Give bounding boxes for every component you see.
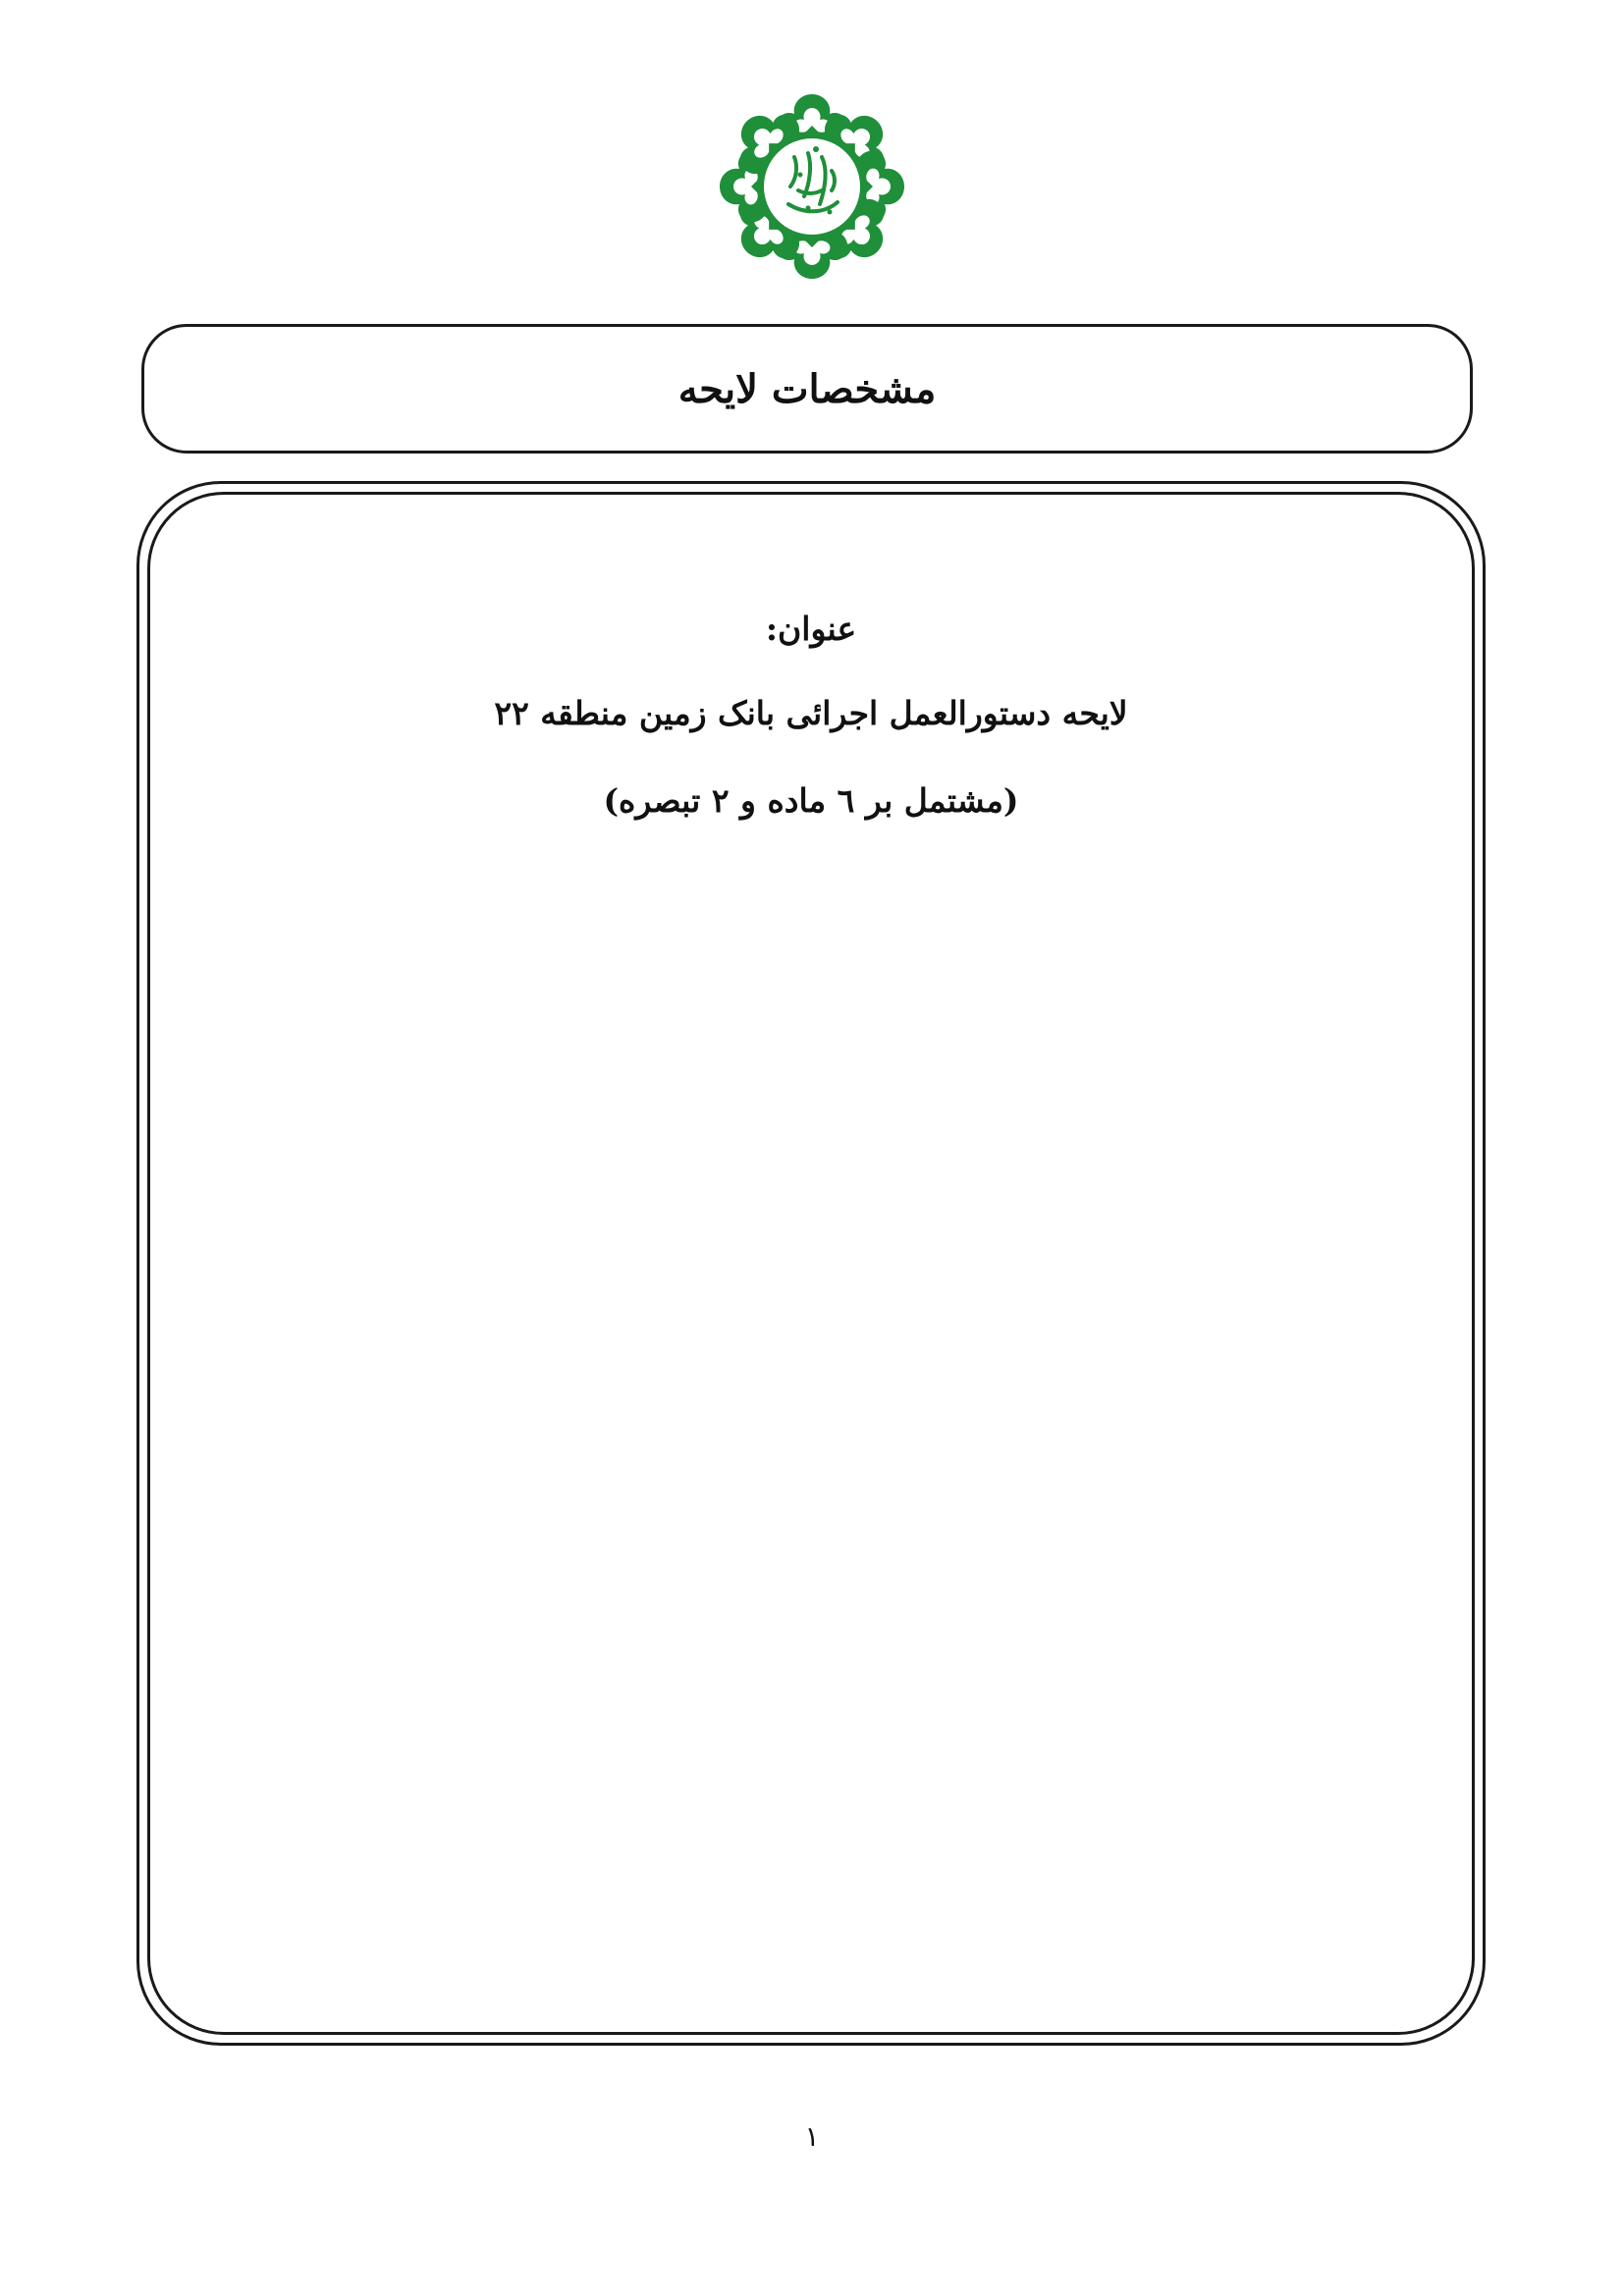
- header-box: [141, 324, 1473, 454]
- content-frame: [136, 481, 1486, 2046]
- city-council-logo-icon: [714, 88, 910, 285]
- page-number: ۱: [804, 2120, 820, 2153]
- header-title: مشخصات لایحه: [677, 365, 937, 412]
- bill-details: [139, 610, 1483, 821]
- bill-title: لایحه دستورالعمل اجرائی بانک زمین منطقه ۲۲: [494, 693, 1128, 732]
- title-label: عنوان:: [765, 610, 857, 648]
- bill-subtitle: (مشتمل بر ٦ ماده و ۲ تبصره): [603, 781, 1019, 821]
